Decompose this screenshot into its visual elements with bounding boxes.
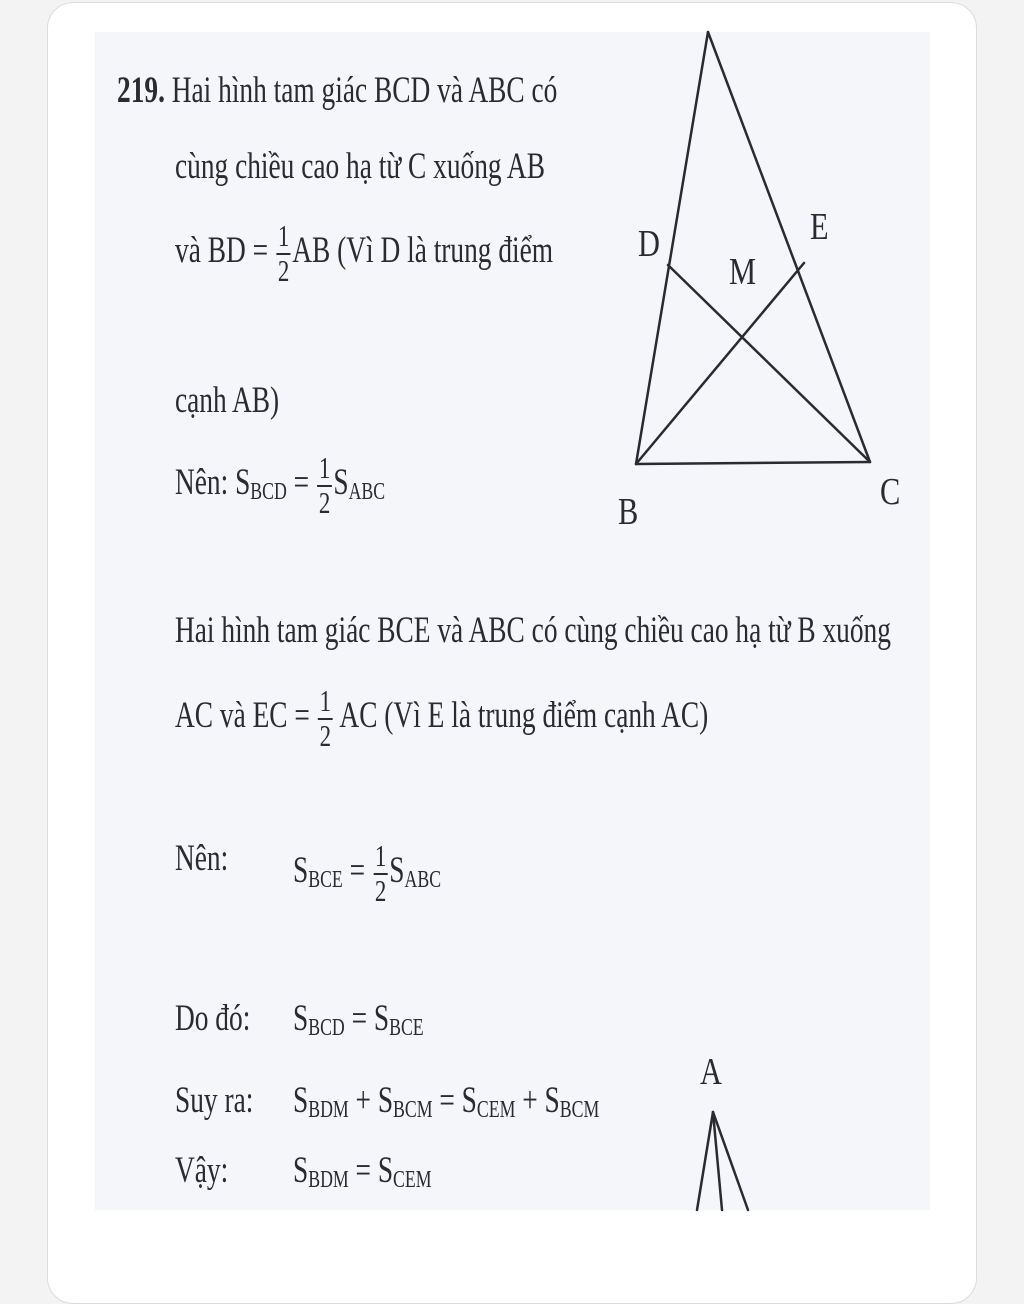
- text-line-6: Hai hình tam giác BCE và ABC có cùng chiều cao hạ từ B xuống: [175, 610, 891, 651]
- fraction-half: $\frac{1}{2}$: [277, 218, 290, 288]
- fraction-half: $\frac{1}{2}$: [374, 838, 387, 908]
- label-m: M: [729, 251, 757, 293]
- text-line-10: Suy ra:: [175, 1080, 254, 1121]
- label-b: B: [618, 491, 639, 533]
- text-line-11: Vậy:: [175, 1150, 229, 1191]
- segment-be: [636, 263, 804, 464]
- small-triangle-line-1: [697, 1112, 713, 1210]
- text-line-8-formula: $S_{BCE}$ = $\frac{1}{2}$ $S_{ABC}$: [293, 838, 442, 908]
- text-line-8: Nên:: [175, 838, 229, 879]
- text-line-10-formula: $S_{BDM} + S_{BCM} = S_{CEM} + S_{BCM}$: [293, 1080, 600, 1123]
- fraction-half: $\frac{1}{2}$: [318, 450, 331, 520]
- text-line-4: cạnh AB): [175, 380, 280, 421]
- label-c: C: [880, 471, 901, 513]
- text-line-5: Nên: $S_{BCD}$ = $\frac{1}{2}$ $S_{ABC}$: [175, 450, 386, 520]
- text-line-9: Do đó:: [175, 998, 251, 1039]
- text-line-2: cùng chiều cao hạ từ C xuống AB: [175, 146, 545, 187]
- side-ac: [708, 32, 870, 462]
- label-e: E: [810, 206, 829, 248]
- label-a: A: [700, 1051, 722, 1093]
- label-d: D: [638, 223, 660, 265]
- text-line-3: và BD = $\frac{1}{2}$ AB (Vì D là trung điểm: [175, 218, 554, 288]
- text-line-9-formula: $S_{BCD} = S_{BCE}$: [293, 998, 424, 1041]
- problem-number: 219.: [117, 70, 165, 111]
- text-line-1: 219. Hai hình tam giác BCD và ABC có: [117, 70, 558, 111]
- fraction-half: $\frac{1}{2}$: [319, 683, 332, 753]
- side-bc: [636, 462, 870, 464]
- text-line-7: AC và EC = $\frac{1}{2}$ AC (Vì E là trung điểm cạnh AC): [175, 683, 709, 753]
- text-line-11-formula: $S_{BDM} = S_{CEM}$: [293, 1150, 432, 1193]
- segment-cd: [668, 265, 870, 462]
